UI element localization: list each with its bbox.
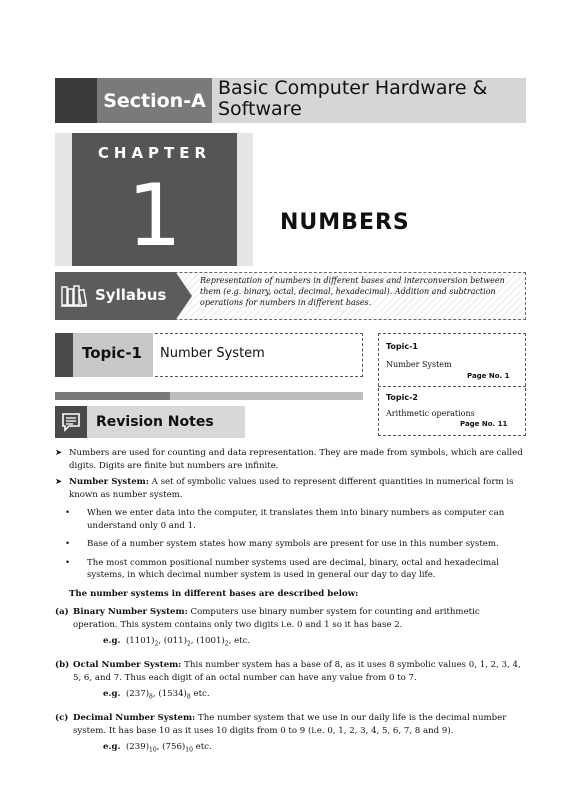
example-text: $(1101)_2$, $(011)_2$, $(1001)_2$, etc. xyxy=(125,636,251,648)
example-label: e.g. xyxy=(103,742,121,753)
system-item-label: (b) xyxy=(55,660,70,671)
systems-heading: The number systems in different bases are described below: xyxy=(69,588,359,599)
bullet-item xyxy=(55,557,526,582)
system-item-text: The number system that we use in our daily life is the decimal number system. It has base 10 as it uses 10 digits from 0 to 9 (i.e. 0, 1, 2, 3, 4, 5, 6, 7, 8 and 9). xyxy=(73,713,507,736)
paragraph-text: Numbers are used for counting and data representation. They are made from symbols, which are called digits. Digits are finite but numbers are infinite. xyxy=(69,448,523,471)
example-text: $(237)_8$, $(1534)_8$ etc. xyxy=(125,689,210,701)
topic-list-title: Number System xyxy=(386,360,452,369)
system-item-label: (c) xyxy=(55,713,69,724)
section-title: Basic Computer Hardware & Software xyxy=(218,77,488,120)
chapter-title: NUMBERS xyxy=(280,210,410,235)
system-item-text: Computers use binary number system for counting and arithmetic operation. This system contains only two digits i.e. 0 and 1 so it has base 2. xyxy=(73,607,480,630)
section-label: Section-A xyxy=(103,90,206,112)
paragraph-lead: Number System: xyxy=(69,477,149,487)
example-label: e.g. xyxy=(103,689,121,700)
topic-list-page: Page No. 1 xyxy=(467,372,510,380)
paragraph xyxy=(55,476,526,501)
chapter-word: CHAPTER xyxy=(97,144,212,162)
bullet-dot-icon: • xyxy=(65,539,71,549)
bullet-dot-icon: • xyxy=(65,508,71,518)
notes-icon xyxy=(61,412,81,432)
example-text: $(239)_{10}$, $(756)_{10}$ etc. xyxy=(125,742,212,755)
system-item-label: (a) xyxy=(55,607,69,617)
system-item-lead: Decimal Number System: xyxy=(73,713,196,724)
example xyxy=(55,635,526,651)
paragraph xyxy=(55,447,526,472)
section-header-accent xyxy=(55,78,97,123)
books-icon xyxy=(60,284,88,308)
bullet-text: Base of a number system states how many symbols are present for use in this number system. xyxy=(87,539,499,549)
syllabus-label: Syllabus xyxy=(95,286,167,304)
system-item xyxy=(55,659,526,684)
topic-list-title: Arithmetic operations xyxy=(386,409,475,418)
topic-list-page: Page No. 11 xyxy=(460,420,508,428)
revision-notes-label: Revision Notes xyxy=(96,414,214,430)
chapter-number: 1 xyxy=(127,166,182,266)
topic-title: Number System xyxy=(160,346,265,361)
bullet-text: When we enter data into the computer, it translates them into binary numbers as computer can understand only 0 and 1. xyxy=(87,508,505,531)
system-item xyxy=(55,606,526,631)
bullet-item xyxy=(55,507,526,532)
syllabus-text: Representation of numbers in different bases and interconversion between them (e.g. binary, octal, decimal, hexadecimal). Addition and subtraction operations for numbers in different bases. xyxy=(200,276,505,307)
system-item-lead: Binary Number System: xyxy=(73,607,188,617)
topic-label: Topic-1 xyxy=(82,344,142,362)
revision-notes-body xyxy=(55,447,526,766)
system-item-text: This number system has a base of 8, as it uses 8 symbolic values 0, 1, 2, 3, 4, 5, 6, and 7. Thus each digit of an octal number can have any value from 0 to 7. xyxy=(73,660,521,683)
bullet-item xyxy=(55,538,526,551)
system-item xyxy=(55,712,526,737)
system-item-lead: Octal Number System: xyxy=(73,660,182,671)
example xyxy=(55,688,526,704)
divider-strip-accent xyxy=(55,392,170,400)
paragraph-text: A set of symbolic values used to represent different quantities in numerical form is known as number system. xyxy=(69,477,514,500)
topic-list-heading: Topic-2 xyxy=(386,393,418,402)
topic-list-heading: Topic-1 xyxy=(386,342,418,351)
arrow-bullet-icon: ➤ xyxy=(55,448,63,458)
arrow-bullet-icon: ➤ xyxy=(55,477,63,487)
topic-tag-accent xyxy=(55,333,73,377)
example xyxy=(55,741,526,757)
example-label: e.g. xyxy=(103,636,121,646)
topic-list-divider xyxy=(378,386,526,387)
bullet-dot-icon: • xyxy=(65,557,71,568)
bullet-text: The most common positional number systems used are decimal, binary, octal and hexadecimal systems, in which decimal number system is used in general our day to day life. xyxy=(87,557,500,580)
